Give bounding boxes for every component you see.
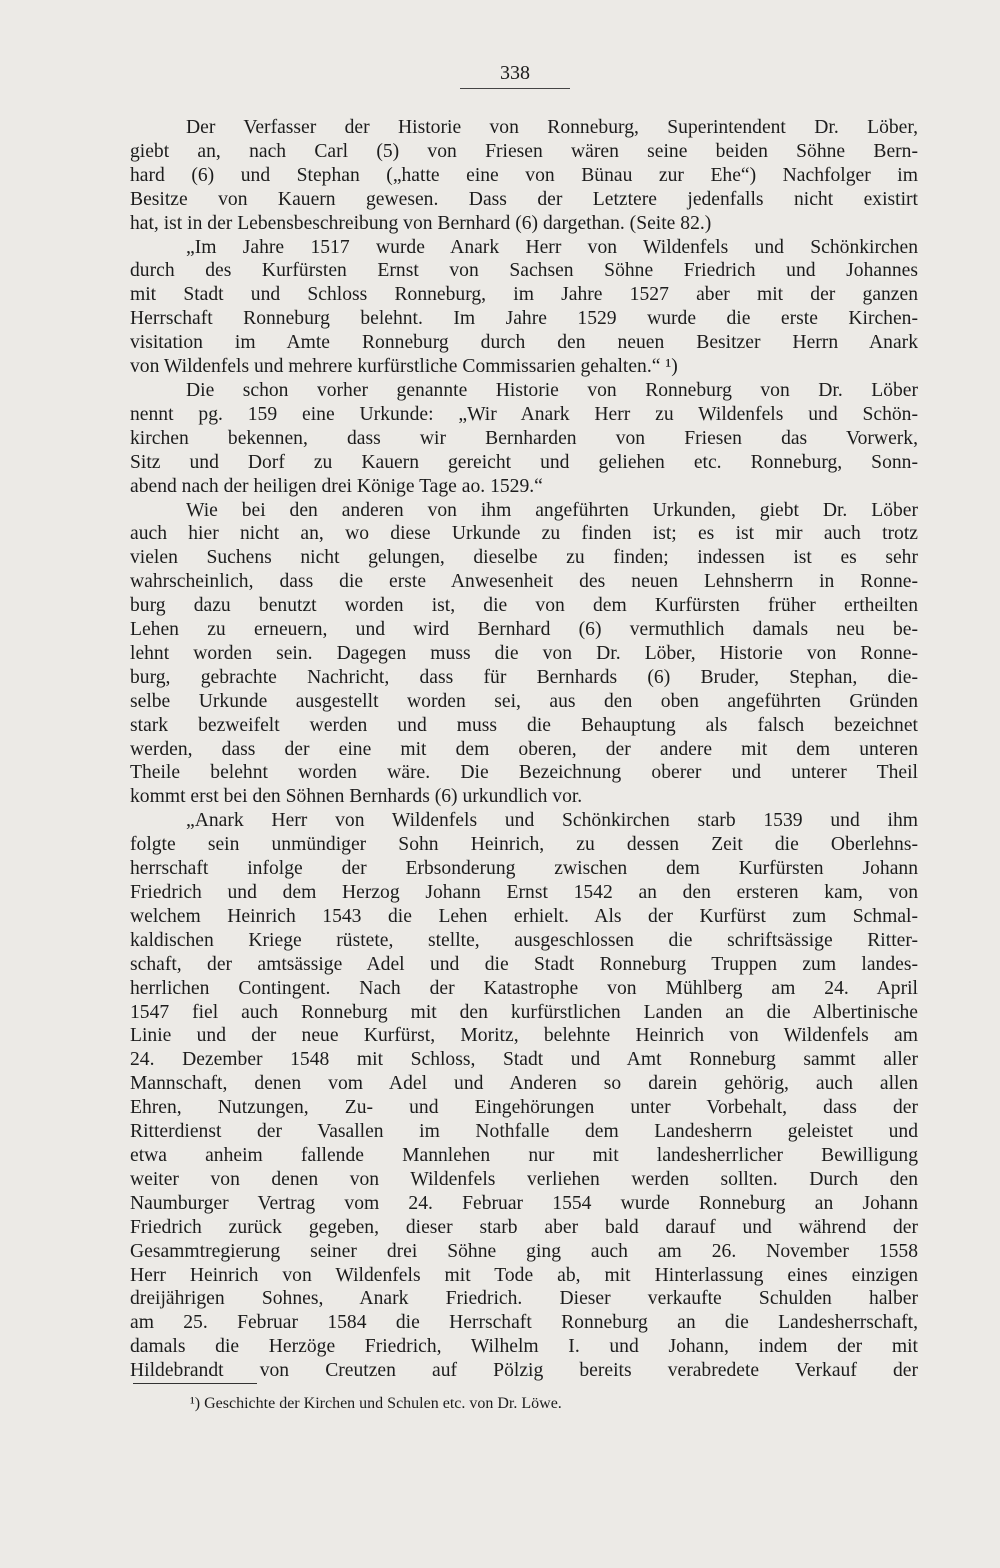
text-line: Herrschaft Ronneburg belehnt. Im Jahre 1529 wurde die erste Kirchen-: [130, 308, 918, 330]
text-line: etwa anheim fallende Mannlehen nur mit landesherrlicher Bewilligung: [130, 1144, 918, 1166]
text-line: wahrscheinlich, dass die erste Anwesenheit des neuen Lehnsherrn in Ronne-: [130, 571, 918, 593]
text-line: Linie und der neue Kurfürst, Moritz, belehnte Heinrich von Wildenfels am: [130, 1025, 918, 1047]
page-number: 338: [460, 60, 570, 89]
text-line: schaft, der amtsässige Adel und die Stadt Ronneburg Truppen zum landes-: [130, 953, 918, 975]
text-line: 24. Dezember 1548 mit Schloss, Stadt und Amt Ronneburg sammt aller: [130, 1049, 918, 1071]
body-text: [130, 116, 918, 1383]
text-line: Der Verfasser der Historie von Ronneburg, Superintendent Dr. Löber,: [186, 117, 918, 138]
text-line: Friedrich zurück gegeben, dieser starb aber bald darauf und während der: [130, 1216, 918, 1238]
text-line: vielen Suchens nicht gelungen, dieselbe zu finden; indessen ist es sehr: [130, 547, 918, 569]
text-line: herrschaft infolge der Erbsonderung zwischen dem Kurfürsten Johann: [130, 858, 918, 880]
text-line: Sitz und Dorf zu Kauern gereicht und geliehen etc. Ronneburg, Sonn-: [130, 451, 918, 473]
text-line: abend nach der heiligen drei Könige Tage ao. 1529.“: [130, 475, 543, 497]
text-line: Herr Heinrich von Wildenfels mit Tode ab, mit Hinterlassung eines einzigen: [130, 1264, 918, 1286]
text-line: kommt erst bei den Söhnen Bernhards (6) urkundlich vor.: [130, 786, 583, 808]
text-line: Mannschaft, denen vom Adel und Anderen so darein gehörig, auch allen: [130, 1073, 918, 1095]
text-line: Die schon vorher genannte Historie von Ronneburg von Dr. Löber: [186, 379, 918, 401]
footnote: ¹) Geschichte der Kirchen und Schulen etc. von Dr. Löwe.: [190, 1395, 562, 1412]
text-line: burg, gebrachte Nachricht, dass für Bernhards (6) Bruder, Stephan, die-: [130, 666, 918, 688]
text-line: Naumburger Vertrag vom 24. Februar 1554 wurde Ronneburg an Johann: [130, 1192, 918, 1214]
text-line: durch des Kurfürsten Ernst von Sachsen Söhne Friedrich und Johannes: [130, 260, 918, 282]
text-line: Ehren, Nutzungen, Zu- und Eingehörungen unter Vorbehalt, dass der: [130, 1097, 918, 1119]
text-line: auch hier nicht an, wo diese Urkunde zu finden ist; es ist mir auch trotz: [130, 523, 918, 545]
footnote-rule: [133, 1383, 257, 1384]
text-line: Ritterdienst der Vasallen im Nothfalle dem Landesherrn geleistet und: [130, 1121, 918, 1143]
text-line: nennt pg. 159 eine Urkunde: „Wir Anark Herr zu Wildenfels und Schön-: [130, 403, 918, 425]
text-line: werden, dass der eine mit dem oberen, der andere mit dem unteren: [130, 738, 918, 760]
text-line: kaldischen Kriege rüstete, stellte, ausgeschlossen die schriftsässige Ritter-: [130, 929, 918, 951]
text-line: herrlichen Contingent. Nach der Katastrophe von Mühlberg am 24. April: [130, 977, 918, 999]
text-line: Besitze von Kauern gewesen. Dass der Letztere jedenfalls nicht existirt: [130, 188, 918, 210]
text-line: mit Stadt und Schloss Ronneburg, im Jahre 1527 aber mit der ganzen: [130, 284, 918, 306]
text-line: Gesammtregierung seiner drei Söhne ging auch am 26. November 1558: [130, 1240, 918, 1262]
text-line: von Wildenfels und mehrere kurfürstliche Commissarien gehalten.“ ¹): [130, 356, 678, 378]
text-line: welchem Heinrich 1543 die Lehen erhielt. Als der Kurfürst zum Schmal-: [130, 905, 918, 927]
text-line: burg dazu benutzt worden ist, die von dem Kurfürsten früher ertheilten: [130, 595, 918, 617]
text-line: am 25. Februar 1584 die Herrschaft Ronneburg an die Landesherrschaft,: [130, 1312, 918, 1334]
text-line: hard (6) und Stephan („hatte eine von Bünau zur Ehe“) Nachfolger im: [130, 164, 918, 186]
text-line: folgte sein unmündiger Sohn Heinrich, zu dessen Zeit die Oberlehns-: [130, 834, 918, 856]
text-line: Friedrich und dem Herzog Johann Ernst 1542 an den ersteren kam, von: [130, 882, 918, 903]
text-line: Theile belehnt worden wäre. Die Bezeichnung oberer und unterer Theil: [130, 762, 918, 784]
text-line: kirchen bekennen, dass wir Bernharden von Friesen das Vorwerk,: [130, 427, 918, 449]
text-line: „Im Jahre 1517 wurde Anark Herr von Wildenfels und Schönkirchen: [186, 236, 918, 258]
text-line: hat, ist in der Lebensbeschreibung von Bernhard (6) dargethan. (Seite 82.): [130, 212, 712, 234]
text-line: Wie bei den anderen von ihm angeführten Urkunden, giebt Dr. Löber: [186, 499, 918, 521]
text-line: weiter von denen von Wildenfels verliehen werden sollten. Durch den: [130, 1168, 918, 1190]
text-line: stark bezweifelt werden und muss die Behauptung als falsch bezeichnet: [130, 714, 918, 736]
text-line: Lehen zu erneuern, und wird Bernhard (6) vermuthlich damals neu be-: [130, 619, 918, 641]
text-line: damals die Herzöge Friedrich, Wilhelm I. und Johann, indem der mit: [130, 1336, 918, 1358]
text-line: lehnt worden sein. Dagegen muss die von Dr. Löber, Historie von Ronne-: [130, 642, 918, 664]
text-line: „Anark Herr von Wildenfels und Schönkirchen starb 1539 und ihm: [186, 810, 918, 832]
text-line: dreijährigen Sohnes, Anark Friedrich. Dieser verkaufte Schulden halber: [130, 1288, 918, 1310]
text-line: giebt an, nach Carl (5) von Friesen wären seine beiden Söhne Bern-: [130, 140, 918, 162]
text-line: visitation im Amte Ronneburg durch den neuen Besitzer Herrn Anark: [130, 332, 918, 354]
text-line: Hildebrandt von Creutzen auf Pölzig bereits verabredete Verkauf der: [130, 1360, 918, 1382]
text-line: 1547 fiel auch Ronneburg mit den kurfürstlichen Landen an die Albertinische: [130, 1001, 918, 1023]
text-line: selbe Urkunde ausgestellt worden sei, aus den oben angeführten Gründen: [130, 690, 918, 712]
